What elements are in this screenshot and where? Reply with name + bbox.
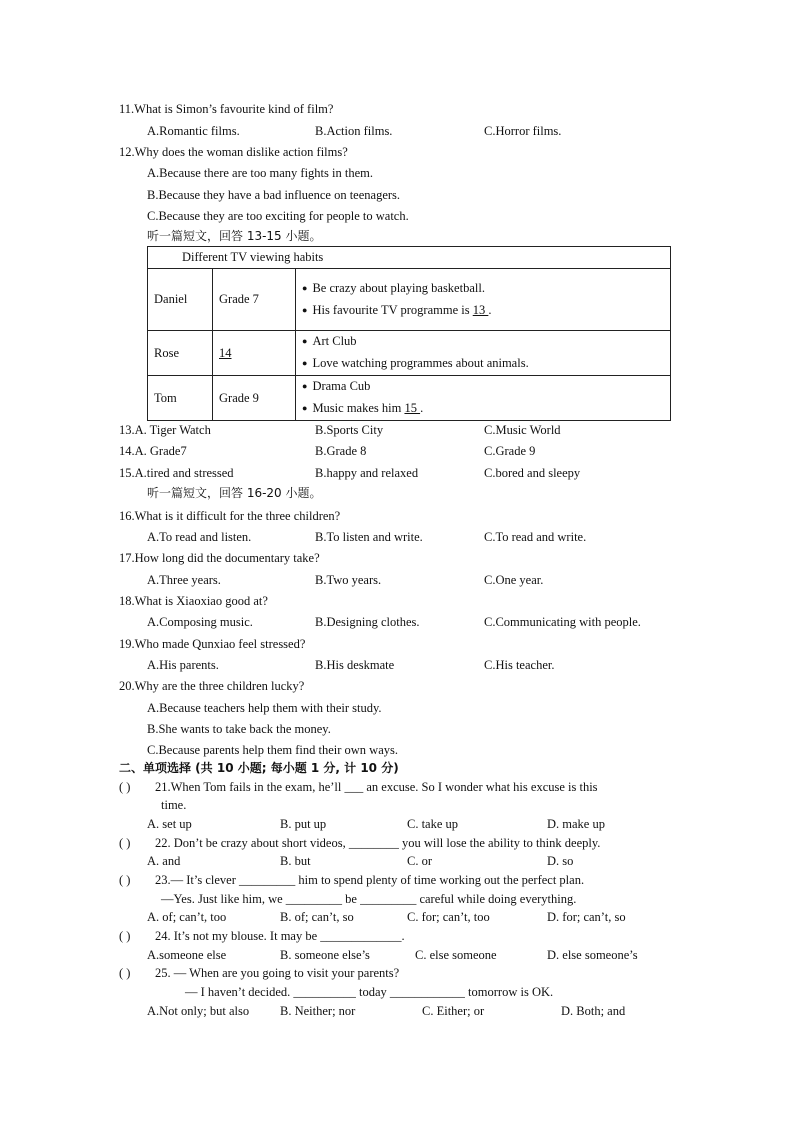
question-20-stem: 20.Why are the three children lucky? bbox=[119, 679, 305, 693]
option-b: B.His deskmate bbox=[315, 658, 395, 672]
name-cell: Daniel bbox=[148, 269, 213, 331]
option-a: A. and bbox=[147, 854, 181, 868]
option-a: A.someone else bbox=[147, 948, 227, 962]
question-23-stem: 23.— It’s clever _________ him to spend plenty of time working out the perfect plan. bbox=[155, 873, 585, 887]
listening-instruction-13-15: 听一篇短文，回答 13-15 小题。 bbox=[147, 229, 322, 243]
option-c: C. Either; or bbox=[422, 1004, 485, 1018]
question-11-stem: 11.What is Simon’s favourite kind of film? bbox=[119, 102, 334, 116]
option-a: 14.A. Grade7 bbox=[119, 444, 187, 458]
option-d: D. so bbox=[547, 854, 574, 868]
option-a: A.Romantic films. bbox=[147, 124, 240, 138]
option-c: C. or bbox=[407, 854, 432, 868]
option-c: C. for; can’t, too bbox=[407, 910, 490, 924]
option-d: D. Both; and bbox=[561, 1004, 626, 1018]
option-c: C.Communicating with people. bbox=[484, 615, 641, 629]
option-b: B. someone else’s bbox=[280, 948, 370, 962]
info-cell bbox=[296, 269, 671, 331]
name-cell: Tom bbox=[148, 376, 213, 421]
info-line: ● His favourite TV programme is 13 . bbox=[302, 300, 664, 322]
option-a: A.Because teachers help them with their study. bbox=[147, 701, 382, 715]
option-b: B. but bbox=[280, 854, 311, 868]
question-24-stem: 24. It’s not my blouse. It may be _____________. bbox=[155, 929, 405, 943]
option-a: 13.A. Tiger Watch bbox=[119, 423, 211, 437]
question-18-stem: 18.What is Xiaoxiao good at? bbox=[119, 594, 268, 608]
option-c: C.bored and sleepy bbox=[484, 466, 581, 480]
answer-bracket: ( ) bbox=[119, 873, 131, 887]
info-line: ● Drama Cub bbox=[302, 376, 664, 398]
option-b: B. Neither; nor bbox=[280, 1004, 356, 1018]
option-b: B.Because they have a bad influence on teenagers. bbox=[147, 188, 401, 202]
info-line: ● Love watching programmes about animals. bbox=[302, 353, 664, 375]
question-21-stem-cont: time. bbox=[161, 798, 187, 812]
option-b: B. of; can’t, so bbox=[280, 910, 354, 924]
option-a: A.Not only; but also bbox=[147, 1004, 250, 1018]
question-21-stem: 21.When Tom fails in the exam, he’ll ___ an excuse. So I wonder what his excuse is this bbox=[155, 780, 598, 794]
option-b: B.Grade 8 bbox=[315, 444, 367, 458]
grade-cell bbox=[213, 331, 296, 376]
question-25-stem: 25. — When are you going to visit your parents? bbox=[155, 966, 400, 980]
option-c: C.Because parents help them find their own ways. bbox=[147, 743, 398, 757]
option-d: D. else someone’s bbox=[547, 948, 638, 962]
answer-bracket: ( ) bbox=[119, 836, 131, 850]
blank-15: 15 bbox=[404, 401, 421, 415]
question-23-reply: —Yes. Just like him, we _________ be _________ careful while doing everything. bbox=[161, 892, 577, 906]
name-cell: Rose bbox=[148, 331, 213, 376]
option-c: C. else someone bbox=[415, 948, 497, 962]
option-b: B.She wants to take back the money. bbox=[147, 722, 331, 736]
option-a: A. of; can’t, too bbox=[147, 910, 227, 924]
table-row bbox=[148, 269, 671, 331]
answer-bracket: ( ) bbox=[119, 966, 131, 980]
option-c: C.To read and write. bbox=[484, 530, 587, 544]
option-c: C.His teacher. bbox=[484, 658, 555, 672]
option-a: A.Because there are too many fights in them. bbox=[147, 166, 373, 180]
option-c: C.Because they are too exciting for people to watch. bbox=[147, 209, 409, 223]
info-cell bbox=[296, 376, 671, 421]
option-a: A. set up bbox=[147, 817, 192, 831]
table-title: Different TV viewing habits bbox=[148, 247, 671, 269]
option-b: B.Sports City bbox=[315, 423, 384, 437]
grade-cell: Grade 7 bbox=[213, 269, 296, 331]
question-19-stem: 19.Who made Qunxiao feel stressed? bbox=[119, 637, 306, 651]
option-a: A.To read and listen. bbox=[147, 530, 252, 544]
answer-bracket: ( ) bbox=[119, 780, 131, 794]
question-16-stem: 16.What is it difficult for the three children? bbox=[119, 509, 341, 523]
option-d: D. make up bbox=[547, 817, 605, 831]
option-c: C.One year. bbox=[484, 573, 544, 587]
table-row bbox=[148, 376, 671, 421]
tv-habits-table bbox=[147, 246, 671, 421]
question-17-stem: 17.How long did the documentary take? bbox=[119, 551, 320, 565]
question-12-stem: 12.Why does the woman dislike action films? bbox=[119, 145, 348, 159]
option-b: B.Designing clothes. bbox=[315, 615, 420, 629]
info-line: ● Be crazy about playing basketball. bbox=[302, 278, 664, 300]
info-line: ● Music makes him 15 . bbox=[302, 398, 664, 420]
listening-instruction-16-20: 听一篇短文，回答 16-20 小题。 bbox=[147, 486, 322, 500]
info-cell bbox=[296, 331, 671, 376]
option-a: 15.A.tired and stressed bbox=[119, 466, 234, 480]
option-d: D. for; can’t, so bbox=[547, 910, 626, 924]
table-row bbox=[148, 331, 671, 376]
option-c: C.Horror films. bbox=[484, 124, 562, 138]
question-22-stem: 22. Don’t be crazy about short videos, ________ you will lose the ability to think deeply. bbox=[155, 836, 601, 850]
option-c: C.Music World bbox=[484, 423, 561, 437]
option-b: B.To listen and write. bbox=[315, 530, 423, 544]
option-a: A.Three years. bbox=[147, 573, 221, 587]
option-c: C. take up bbox=[407, 817, 459, 831]
option-b: B.Two years. bbox=[315, 573, 382, 587]
answer-bracket: ( ) bbox=[119, 929, 131, 943]
section-title-multiple-choice: 二、单项选择 (共 10 小题; 每小题 1 分, 计 10 分) bbox=[119, 761, 399, 775]
blank-13: 13 bbox=[472, 302, 489, 317]
question-25-reply: — I haven’t decided. __________ today ____________ tomorrow is OK. bbox=[185, 985, 554, 999]
option-c: C.Grade 9 bbox=[484, 444, 536, 458]
grade-cell: Grade 9 bbox=[213, 376, 296, 421]
option-a: A.Composing music. bbox=[147, 615, 253, 629]
blank-14: 14 bbox=[219, 345, 232, 360]
option-b: B. put up bbox=[280, 817, 327, 831]
option-a: A.His parents. bbox=[147, 658, 219, 672]
info-line: ● Art Club bbox=[302, 331, 664, 353]
option-b: B.happy and relaxed bbox=[315, 466, 419, 480]
option-b: B.Action films. bbox=[315, 124, 393, 138]
